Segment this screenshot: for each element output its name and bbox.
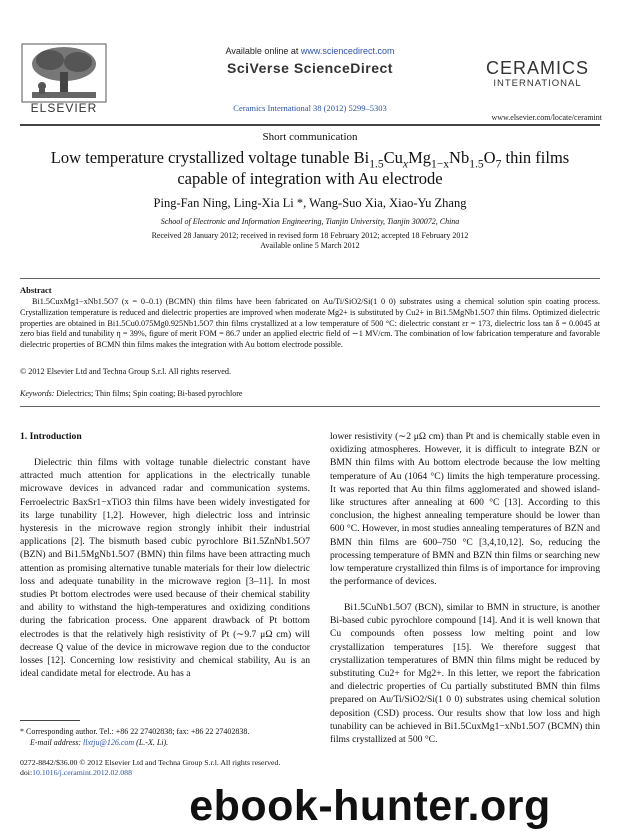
footnote-divider — [20, 720, 80, 721]
affiliation: School of Electronic and Information Engineering, Tianjin University, Tianjin 300072, China — [160, 217, 460, 226]
email-note — [30, 738, 330, 747]
author-list: Ping-Fan Ning, Ling-Xia Li *, Wang-Suo Xia, Xiao-Yu Zhang — [153, 196, 467, 210]
doi-label: doi: — [20, 768, 33, 777]
keywords-divider — [20, 406, 600, 407]
keywords — [20, 389, 600, 398]
doi-line — [20, 768, 132, 777]
journal-logo-line2: INTERNATIONAL — [493, 78, 582, 89]
email-label: E-mail address: — [30, 738, 84, 747]
abstract-copyright: © 2012 Elsevier Ltd and Techna Group S.r.l. All rights reserved. — [20, 367, 232, 376]
keywords-label: Keywords: — [20, 389, 55, 398]
abstract-text: Bi1.5CuxMg1−xNb1.5O7 (x = 0–0.1) (BCMN) thin films have been fabricated on Au/Ti/SiO2/Si(1 0 0) substrates using a chemical solution spin coating process. Crystallization temperature is reduced and dielectric properties are improved when moderate Mg2+ is substituted by Cu2+ in Bi1.5MgNb1.5O7 thin films. Optimized dielectric properties are obtained in Bi1.5Cu0.075Mg0.925Nb1.5O7 thin films crystallized at a low temperature of 500 °C: dielectric constant εr = 173, dielectric loss tan δ = 0.0045 at zero bias field and tunability η = 39%, figure of merit FOM = 86.7 under an applied electric field of ∼1 MV/cm. The combination of low fabrication temperature and favorable dielectric properties of BCMN thin films makes the integration with Au bottom electrode possible. — [20, 297, 600, 350]
available-online — [160, 46, 460, 56]
right-column-paragraph-1: lower resistivity (∼2 μΩ cm) than Pt and is chemically stable even in oxidizing atmospheres. However, it is difficult to integrate BZN or BMN thin films with Au bottom electrode because the low melting temperature of Au (1064 °C) limits the high temperature processing. It was reported that Au thin films agglomerated and showed island-like structures after annealing at 600 °C [13]. According to this conclusion, the highest annealing temperature should be lower than 600 °C. However, in most studies annealing temperatures of BZN and BMN thin films are 600–750 °C [3,4,10,12]. So, reducing the processing temperature of BMN and BZN thin films or searching new low temperature crystallized thin films is of importance for improving the performance of devices. — [330, 431, 600, 588]
header-divider — [20, 124, 600, 126]
article-title: Low temperature crystallized voltage tunable $Bi_{1.5}Cu_xMg_{1-x}Nb_{1.5}O_7$ thin films capable of integration with Au electrode — [50, 148, 570, 188]
received-dates: Received 28 January 2012; received in revised form 18 February 2012; accepted 18 February 2012 — [151, 231, 469, 240]
right-column-paragraph-2: Bi1.5CuNb1.5O7 (BCN), similar to BMN in structure, is another Bi-based cubic pyrochlore compound [14]. And it is well known that Cu compounds often possess low melting point and low crystallization temperatures [15]. We therefore suggest that crystallization temperatures of BMN thin films might be reduced by substituting Cu2+ for Mg2+. In this letter, we report the fabrication and dielectric properties of Cu partially substituted BMN thin films prepared on Au/Ti/SiO2/Si(1 0 0) substrates using chemical solution deposition (CSD) process. Our results show that low loss and high tunability can be achieved in Bi1.5CuxMg1−xNb1.5O7 (BCMN) thin films crystallized at 500 °C. — [330, 602, 600, 746]
doi-link[interactable]: 10.1016/j.ceramint.2012.02.088 — [32, 768, 132, 777]
journal-reference-link[interactable]: Ceramics International 38 (2012) 5299–5303 — [233, 103, 387, 113]
keywords-list: Dielectrics; Thin films; Spin coating; Bi-based pyrochlore — [54, 389, 243, 398]
left-column-text: Dielectric thin films with voltage tunable dielectric constant have attracted much attention for applications in the electrically tunable microwave devices in advanced radar and communication systems. Ferroelectric BaxSr1−xTiO3 thin films have been widely investigated for its large tunability [1,2]. However, high dielectric loss and intrinsic hysteresis in the microwave region strongly inhibit their industrial applications [2]. The bismuth based cubic pyrochlore Bi1.5ZnNb1.5O7 (BZN) and Bi1.5MgNb1.5O7 (BMN) thin films have been attracting much attention as promising alternative tunable materials for their low dielectric loss and adequate tunability in the microwave region [3–11]. In most studies Pt bottom electrodes were used because of their chemical stability and ability to withstand the high-temperatures and oxidizing conditions during the fabrication process. One apparent drawback of Pt bottom electrodes is that the relatively high resistivity of Pt (∼9.7 μΩ cm) will decrease Q value of the device in microwave region due to the conductor losses [12]. Concerning low resistivity and chemical stability, Au is an ideal candidate metal for electrode. Au has a — [20, 457, 310, 680]
online-date: Available online 5 March 2012 — [260, 241, 360, 250]
section-type: Short communication — [262, 131, 358, 143]
watermark: ebook-hunter.org — [189, 782, 551, 830]
email-link[interactable]: llxtju@126.com — [83, 738, 135, 747]
journal-logo-line1: CERAMICS — [485, 58, 589, 78]
email-suffix: (L.-X. Li). — [134, 738, 169, 747]
issn-copyright: 0272-8842/$36.00 © 2012 Elsevier Ltd and Techna Group S.r.l. All rights reserved. — [20, 758, 281, 767]
journal-url-link[interactable]: www.elsevier.com/locate/ceramint — [491, 113, 602, 122]
sciencedirect-link[interactable]: www.sciencedirect.com — [300, 46, 395, 56]
journal-logo — [475, 58, 600, 89]
section-heading-introduction: 1. Introduction — [20, 431, 82, 442]
platform-name: SciVerse ScienceDirect — [227, 60, 393, 76]
available-prefix: Available online at — [225, 46, 301, 56]
abstract-heading: Abstract — [20, 285, 52, 295]
abstract-divider — [20, 278, 600, 279]
publisher-name: ELSEVIER — [30, 101, 98, 115]
corresponding-author-note: * Corresponding author. Tel.: +86 22 27402838; fax: +86 22 27402838. — [20, 727, 250, 736]
